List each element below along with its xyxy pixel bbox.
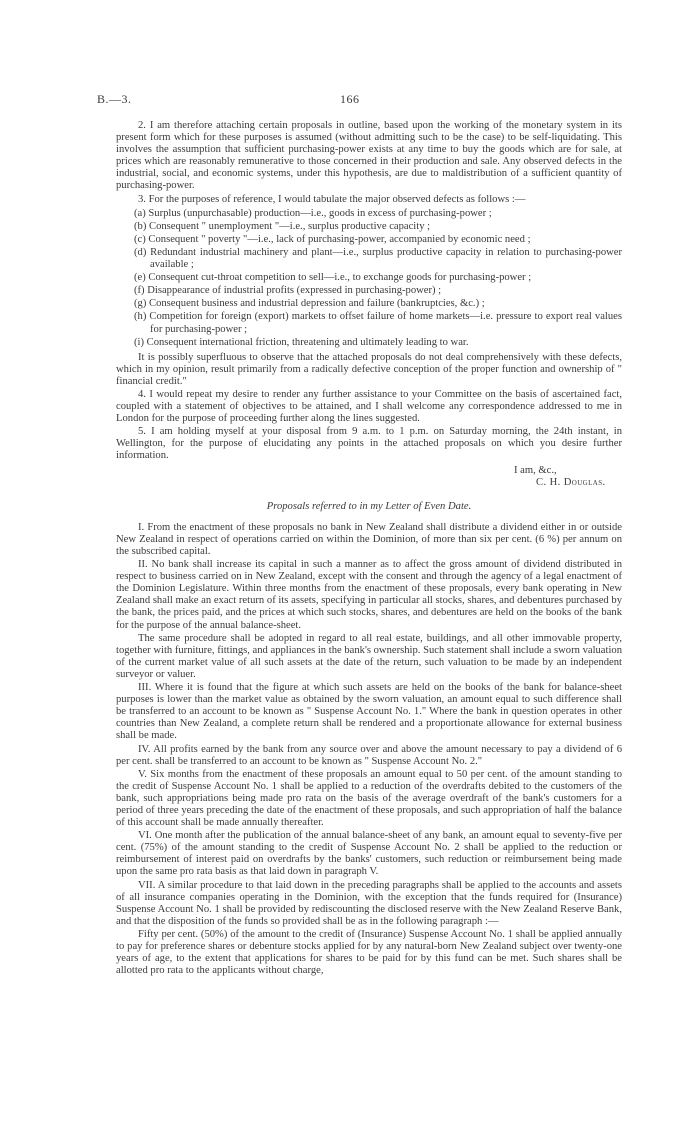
defect-item: (b) Consequent " unemployment "—i.e., surplus productive capacity ; [134, 220, 431, 232]
report-reference: B.—3. [97, 92, 132, 106]
letter-paragraph-5: 5. I am holding myself at your disposal from 9 a.m. to 1 p.m. on Saturday morning, the 24th instant, in Wellington, for the purpose of elucidating any points in the attached proposals on which you desire further information. [116, 426, 622, 462]
proposal-paragraph: Fifty per cent. (50%) of the amount to the credit of (Insurance) Suspense Account No. 1 shall be applied annually to pay for preference shares or debenture stocks applied for by any natural-born New Zealand subject over twenty-one years of age, to the extent that applications for shares to be paid for by this fund can be met. Such shares shall be allotted pro rata to the applicants without charge, [116, 928, 622, 977]
page-number: 166 [340, 92, 360, 106]
proposal-paragraph: III. Where it is found that the figure at which such assets are held on the books of the bank for balance-sheet purposes is lower than the market value as obtained by the sworn valuation, an amount equal to such difference shall be transferred to an account to be known as " Suspense Account No. 1." Where the bank in question operates in other countries than New Zealand, a complete return shall be rendered and a proportionate allowance for external business shall be made. [116, 682, 622, 742]
defect-item: (a) Surplus (unpurchasable) production—i.e., goods in excess of purchasing-power ; [134, 207, 492, 219]
proposal-paragraph: VII. A similar procedure to that laid down in the preceding paragraphs shall be applied to the accounts and assets of all insurance companies operating in the Dominion, with the exception that the funds required for (Insurance) Suspense Account No. 1 shall be provided by rediscounting the disclosed reserve with the New Zealand Reserve Bank, and that the disposition of the funds so provided shall be as in the following paragraph :— [116, 879, 622, 927]
defect-item: (d) Redundant industrial machinery and plant—i.e., surplus productive capacity in relation to purchasing-power available ; [134, 246, 622, 271]
proposal-paragraph: II. No bank shall increase its capital in such a manner as to affect the gross amount of dividend distributed in respect to business carried on in New Zealand, except with the consent and through the agency of a legal enactment of the Dominion Legislature. Within three months from the enactment of these proposals, every bank operating in New Zealand shall make an exact return of its assets, specifying in particular all stocks, shares, and debentures purchased by the bank, the prices paid, and the prices at which such stocks, shares, and debentures are held on the books of the bank for the purpose of the annual balance-sheet. [116, 559, 622, 631]
letter-paragraph-4: 4. I would repeat my desire to render any further assistance to your Committee on the basis of ascertained fact, coupled with a statement of objectives to be attained, and I shall welcome any correspondence addressed to me in London for the purpose of proceeding further along the lines suggested. [116, 388, 622, 425]
letter-paragraph-2: 2. I am therefore attaching certain proposals in outline, based upon the working of the monetary system in its present form which for these purposes is assumed (without admitting such to be the case) to be self-liquidating. This involves the assumption that sufficient purchasing-power exists at any time to buy the goods which are for sale, at prices which are reasonably remunerative to those concerned in their production and sale. Any observed defects in the industrial, social, and economic systems, under this hypothesis, are due to maldistribution of a sufficient quantity of purchasing-power. [116, 120, 622, 192]
defect-item: (h) Competition for foreign (export) markets to offset failure of home markets—i.e. pressure to export real values for purchasing-power ; [134, 311, 622, 335]
proposal-paragraph: The same procedure shall be adopted in regard to all real estate, buildings, and all other immovable property, together with furniture, fittings, and appliances in the bank's ownership. Such statement shall include a sworn valuation of the current market value of all such assets at the date of the return, such valuation to be made by an independent surveyor or valuer. [116, 632, 622, 680]
letter-paragraph-3b: It is possibly superfluous to observe that the attached proposals do not deal comprehensively with these defects, which in my opinion, result primarily from a radically defective conception of the proper function and ownership of " financial credit." [116, 351, 622, 387]
proposal-paragraph: VI. One month after the publication of the annual balance-sheet of any bank, an amount equal to seventy-five per cent. (75%) of the amount standing to the credit of Suspense Account No. 2 shall be applied to the reduction or reimbursement of interest paid on overdrafts by the banks' customers, such reduction or reimbursement being made upon the same pro rata basis as that laid down in paragraph V. [116, 830, 622, 878]
defect-item: (g) Consequent business and industrial depression and failure (bankruptcies, &c.) ; [134, 298, 485, 310]
defect-item: (i) Consequent international friction, threatening and ultimately leading to war. [134, 336, 469, 348]
defect-item: (f) Disappearance of industrial profits (expressed in purchasing-power) ; [134, 285, 442, 297]
defects-list [116, 208, 622, 349]
document-body [116, 120, 622, 977]
defect-item: (e) Consequent cut-throat competition to sell—i.e., to exchange goods for purchasing-power ; [134, 272, 532, 284]
defect-item: (c) Consequent " poverty "—i.e., lack of purchasing-power, accompanied by economic need ; [134, 233, 531, 245]
proposal-paragraph: V. Six months from the enactment of these proposals an amount equal to 50 per cent. of the amount standing to the credit of Suspense Account No. 1 shall be applied to a reduction of the overdrafts debited to the customers of the bank, such appropriations being made pro rata on the basis of the average overdraft of the bank's customers for a period of three years preceding the date of the enactment of these proposals, and such appropriation of half the balance of this account shall be made annually thereafter. [116, 768, 622, 829]
letter-signature: C. H. Douglas. [536, 476, 606, 488]
letter-paragraph-3: 3. For the purposes of reference, I would tabulate the major observed defects as follows :— [138, 193, 526, 205]
proposals-title: Proposals referred to in my Letter of Even Date. [266, 500, 472, 512]
letter-closing: I am, &c., [514, 464, 557, 476]
proposal-paragraph: IV. All profits earned by the bank from any source over and above the amount necessary to pay a dividend of 6 per cent. shall be transferred to an account to be known as " Suspense Account No. 2." [116, 743, 622, 767]
proposal-paragraph: I. From the enactment of these proposals no bank in New Zealand shall distribute a dividend either in or outside New Zealand in respect of operations carried on within the Dominion, of more than six per cent. (6 %) per annum on the subscribed capital. [116, 521, 622, 557]
